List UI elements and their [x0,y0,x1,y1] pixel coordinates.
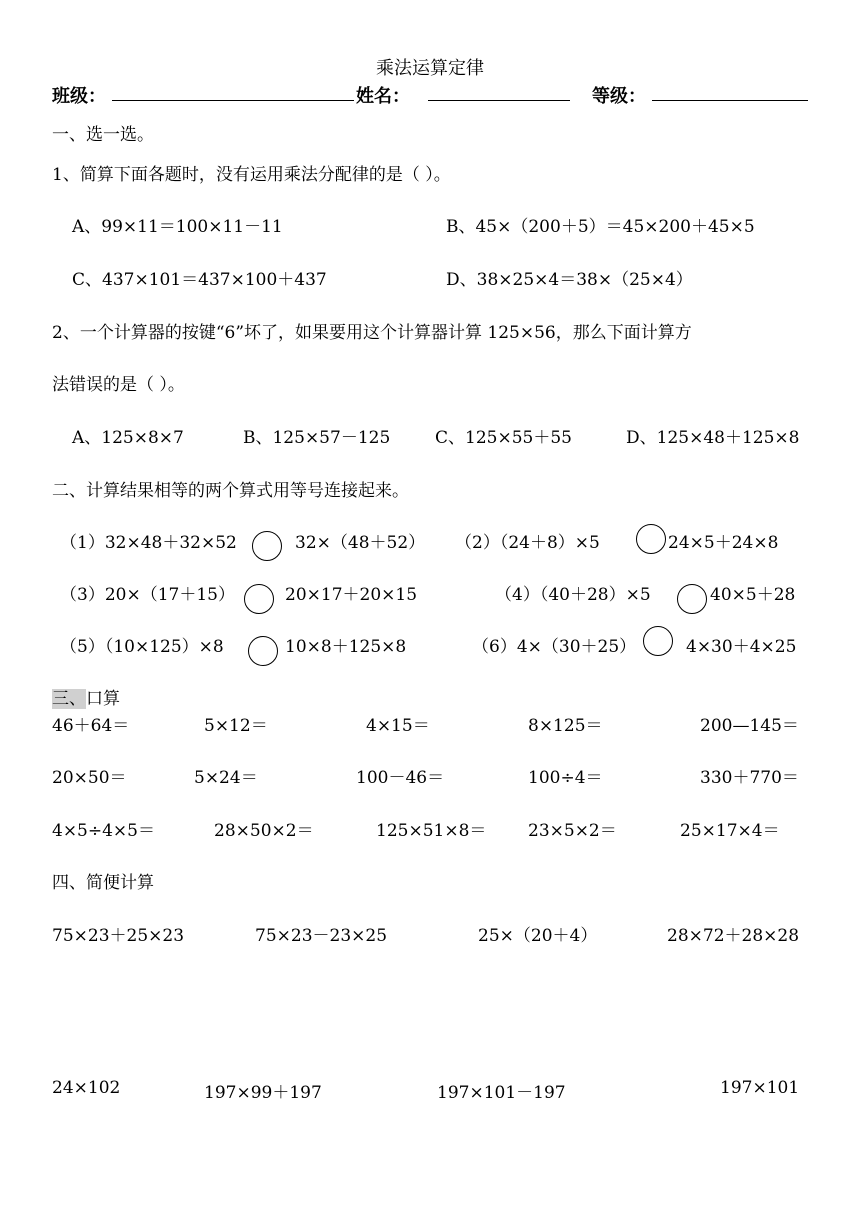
oral-r2c3: 100－46＝ [356,768,445,788]
pair6-left: （6）4×（30＋25） [472,637,637,657]
pair3-left: （3）20×（17＋15） [60,585,235,605]
section3-heading-number: 三、 [52,689,86,709]
pair5-right: 10×8＋125×8 [285,637,407,657]
q1-option-b: B、45×（200＋5）＝45×200＋45×5 [446,217,755,237]
calc-r2c2: 197×99＋197 [204,1083,322,1103]
question-1: 1、简算下面各题时，没有运用乘法分配律的是（ ）。 [52,165,451,185]
q2-option-b: B、125×57－125 [243,428,391,448]
q2-option-c: C、125×55＋55 [435,428,572,448]
oral-r3c5: 25×17×4＝ [680,821,780,841]
oral-r2c5: 330＋770＝ [700,768,799,788]
q1-option-c: C、437×101＝437×100＋437 [72,270,327,290]
oral-r1c3: 4×15＝ [366,716,430,736]
pair2-left: （2）（24＋8）×5 [455,533,600,553]
pair6-circle[interactable] [643,626,673,656]
section1-heading: 一、选一选。 [52,125,154,145]
calc-r1c4: 28×72＋28×28 [667,926,800,946]
pair1-left: （1）32×48＋32×52 [60,533,237,553]
pair3-circle[interactable] [244,584,274,614]
oral-r3c3: 125×51×8＝ [376,821,487,841]
pair4-circle[interactable] [677,584,707,614]
pair2-right: 24×5＋24×8 [668,533,779,553]
oral-r2c2: 5×24＝ [194,768,258,788]
oral-r3c4: 23×5×2＝ [528,821,617,841]
oral-r2c4: 100÷4＝ [528,768,603,788]
section2-heading: 二、计算结果相等的两个算式用等号连接起来。 [52,481,409,501]
oral-r1c4: 8×125＝ [528,716,603,736]
q1-option-a: A、99×11＝100×11－11 [72,217,283,237]
q2-option-d: D、125×48＋125×8 [626,428,800,448]
pair5-circle[interactable] [248,636,278,666]
q1-option-d: D、38×25×4＝38×（25×4） [446,270,693,290]
class-label: 班级： [52,86,106,107]
oral-r2c1: 20×50＝ [52,768,127,788]
name-field[interactable] [428,100,570,101]
calc-r1c3: 25×（20＋4） [478,926,598,946]
question-2-line2: 法错误的是（ ）。 [52,375,185,395]
grade-field[interactable] [652,100,808,101]
calc-r2c4: 197×101 [720,1078,800,1098]
section3-heading-text: 口算 [86,689,120,709]
pair1-circle[interactable] [252,531,282,561]
pair4-right: 40×5＋28 [710,585,796,605]
oral-r3c1: 4×5÷4×5＝ [52,821,155,841]
pair6-right: 4×30＋4×25 [686,637,797,657]
question-2-line1: 2、一个计算器的按键“6”坏了，如果要用这个计算器计算 125×56，那么下面计算方 [52,323,692,343]
oral-r1c2: 5×12＝ [204,716,268,736]
q2-option-a: A、125×8×7 [72,428,184,448]
oral-r1c1: 46＋64＝ [52,716,130,736]
oral-r1c5: 200—145＝ [700,716,799,736]
grade-label: 等级： [592,86,646,107]
pair1-right: 32×（48＋52） [295,533,426,553]
section4-heading: 四、简便计算 [52,873,154,893]
calc-r1c2: 75×23－23×25 [255,926,388,946]
pair5-left: （5）（10×125）×8 [60,637,224,657]
class-field[interactable] [112,100,354,101]
page-title: 乘法运算定律 [376,58,484,79]
name-label: 姓名： [356,86,410,107]
pair2-circle[interactable] [636,524,666,554]
oral-r3c2: 28×50×2＝ [214,821,314,841]
section3-heading [52,684,120,709]
calc-r1c1: 75×23＋25×23 [52,926,185,946]
calc-r2c1: 24×102 [52,1078,121,1098]
pair3-right: 20×17＋20×15 [285,585,418,605]
calc-r2c3: 197×101－197 [437,1083,566,1103]
pair4-left: （4）（40＋28）×5 [495,585,651,605]
